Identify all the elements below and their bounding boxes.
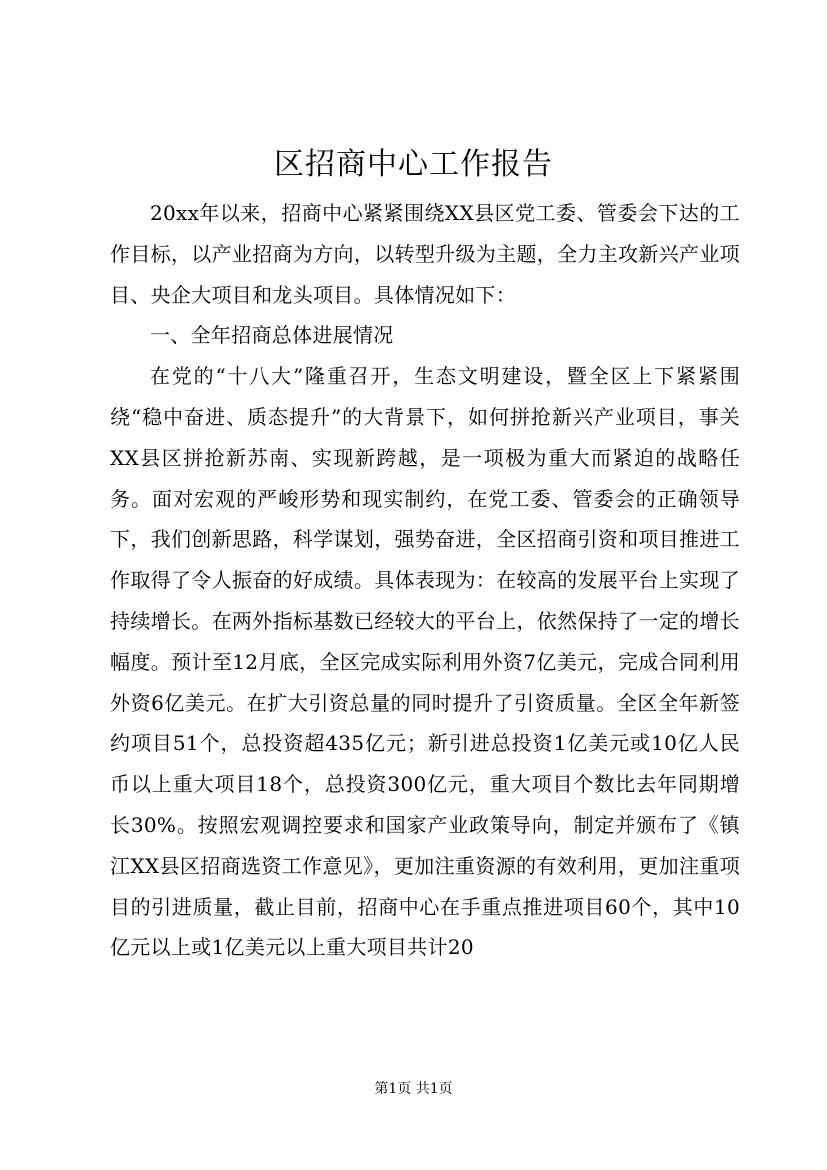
- section-heading: 一、全年招商总体进展情况: [150, 323, 394, 348]
- document-body: [110, 193, 740, 968]
- page-footer: 第1页 共1页: [374, 1081, 453, 1097]
- paragraph-progress: 在党的“十八大”隆重召开，生态文明建设，暨全区上下紧紧围绕“稳中奋进、质态提升”的大背景下，如何拼抢新兴产业项目，事关XX县区拼抢新苏南、实现新跨越，是一项极为重大而紧迫的战略任务。面对宏观的严峻形势和现实制约，在党工委、管委会的正确领导下，我们创新思路，科学谋划，强势奋进，全区招商引资和项目推进工作取得了令人振奋的好成绩。具体表现为：在较高的发展平台上实现了持续增长。在两外指标基数已经较大的平台上，依然保持了一定的增长幅度。预计至12月底，全区完成实际利用外资7亿美元，完成合同利用外资6亿美元。在扩大引资总量的同时提升了引资质量。全区全年新签约项目51个，总投资超435亿元；新引进总投资1亿美元或10亿人民币以上重大项目18个，总投资300亿元，重大项目个数比去年同期增长30%。按照宏观调控要求和国家产业政策导向，制定并颁布了《镇江XX县区招商选资工作意见》，更加注重资源的有效利用，更加注重项目的引进质量，截止目前，招商中心在手重点推进项目60个，其中10亿元以上或1亿美元以上重大项目共计20: [110, 364, 740, 960]
- document-title: 区招商中心工作报告: [274, 147, 553, 182]
- paragraph-intro: 20xx年以来，招商中心紧紧围绕XX县区党工委、管委会下达的工作目标，以产业招商为方向，以转型升级为主题，全力主攻新兴产业项目、央企大项目和龙头项目。具体情况如下：: [110, 201, 740, 307]
